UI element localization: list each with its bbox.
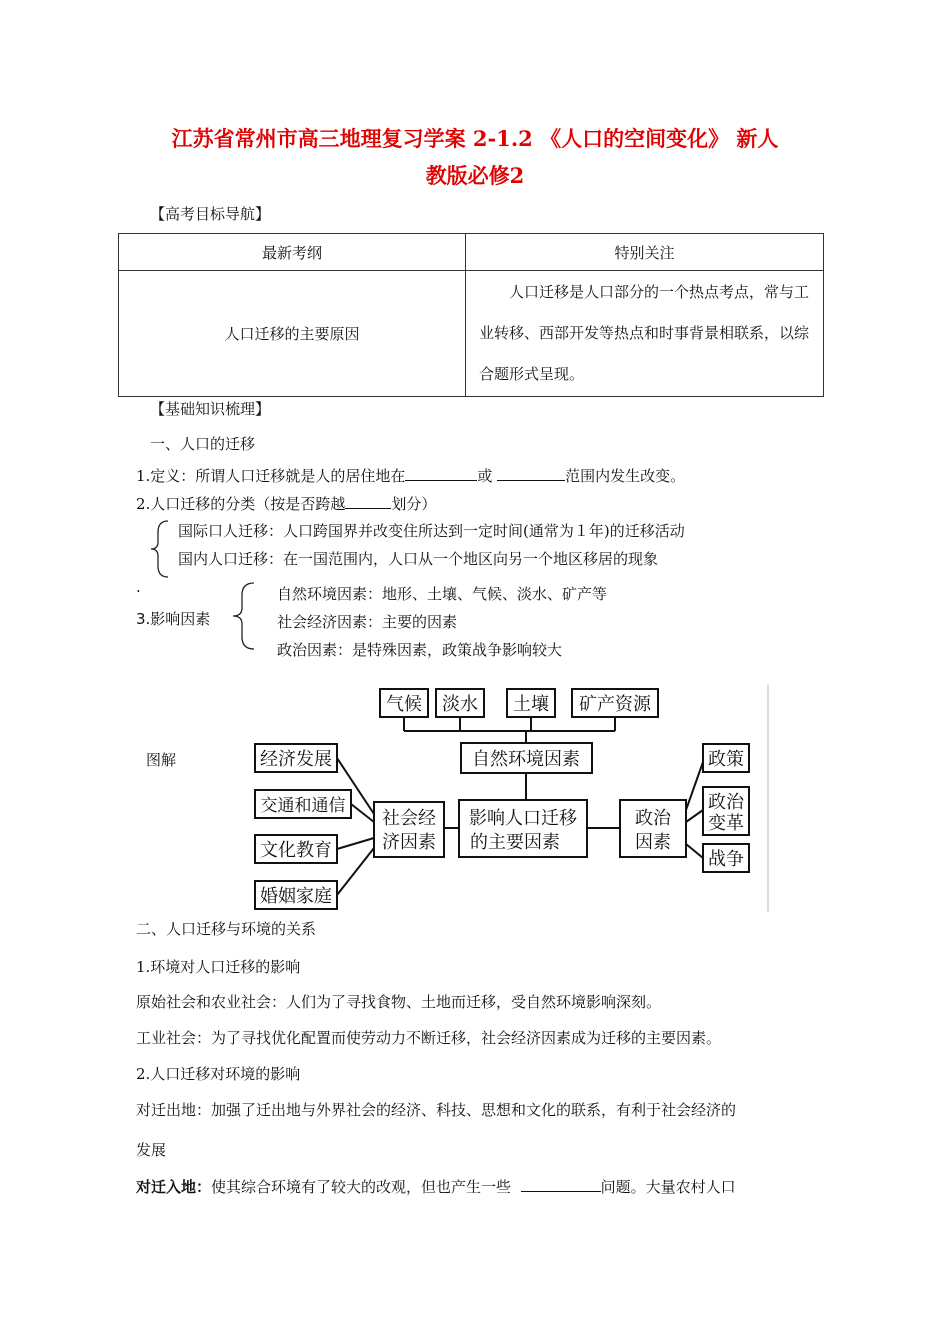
section2-p2: 工业社会：为了寻找优化配置而使劳动力不断迁移，社会经济因素成为迁移的主要因素。 xyxy=(136,1029,722,1047)
factor-political: 政治因素：是特殊因素，政策战争影响较大 xyxy=(277,641,563,659)
goals-heading: 【高考目标导航】 xyxy=(150,205,271,223)
definition-mid: 或 xyxy=(477,467,493,485)
section2-p3-line1: 对迁出地：加强了迁出地与外界社会的经济、科技、思想和文化的联系，有利于社会经济的 xyxy=(136,1101,737,1119)
table-header-outline: 最新考纲 xyxy=(119,234,466,271)
classification-suffix: 划分） xyxy=(391,495,437,513)
label-transport: 交通和通信 xyxy=(260,796,346,816)
definition-suffix: 范围内发生改变。 xyxy=(565,467,686,485)
blank-2 xyxy=(497,466,565,481)
classification-line xyxy=(136,493,436,514)
blank-3 xyxy=(345,494,391,509)
factors-brace-icon xyxy=(228,580,260,652)
factors-diagram xyxy=(240,682,772,914)
section2-p1: 原始社会和农业社会：人们为了寻找食物、土地而迁移，受自然环境影响深刻。 xyxy=(136,993,662,1011)
label-economy: 经济发展 xyxy=(260,749,332,770)
label-climate: 气候 xyxy=(386,694,422,715)
domestic-migration: 国内人口迁移：在一国范围内，人口从一个地区向另一个地区移居的现象 xyxy=(178,550,659,568)
definition-line xyxy=(136,465,685,486)
label-reform-1: 政治 xyxy=(708,792,744,813)
goals-table xyxy=(118,233,824,397)
label-reform-2: 变革 xyxy=(708,813,744,834)
label-natural: 自然环境因素 xyxy=(472,749,580,770)
diagram-label: 图解 xyxy=(146,751,177,769)
label-marriage: 婚姻家庭 xyxy=(260,886,332,907)
blank-4 xyxy=(521,1177,601,1192)
section2-p4 xyxy=(136,1176,736,1197)
label-policy: 政策 xyxy=(708,749,744,770)
table-cell-focus xyxy=(466,271,824,397)
classification-prefix: 2.人口迁移的分类（按是否跨越 xyxy=(136,495,346,513)
classification-brace-icon xyxy=(148,518,174,580)
section1-heading: 一、人口的迁移 xyxy=(150,435,256,453)
label-center-1: 影响人口迁移 xyxy=(469,808,577,829)
factors-label: 3.影响因素 xyxy=(136,610,211,628)
label-social-2: 济因素 xyxy=(382,832,436,853)
basics-heading: 【基础知识梳理】 xyxy=(150,400,271,418)
label-center-2: 的主要因素 xyxy=(470,832,560,853)
section2-sub1: 1.环境对人口迁移的影响 xyxy=(136,958,301,976)
label-minerals: 矿产资源 xyxy=(579,694,651,715)
section2-p4-a: 使其综合环境有了较大的改观，但也产生一些 xyxy=(211,1178,512,1196)
section2-p4-label: 对迁入地： xyxy=(136,1178,212,1196)
blank-1 xyxy=(405,466,477,481)
focus-text: 人口迁移是人口部分的一个热点考点，常与工业转移、西部开发等热点和时事背景相联系，以综合题形式呈现。 xyxy=(479,283,810,383)
label-political-2: 因素 xyxy=(635,832,671,853)
section2-sub2: 2.人口迁移对环境的影响 xyxy=(136,1065,301,1083)
section2-heading: 二、人口迁移与环境的关系 xyxy=(136,920,317,938)
factor-natural: 自然环境因素：地形、土壤、气候、淡水、矿产等 xyxy=(277,585,608,603)
label-war: 战争 xyxy=(708,849,744,870)
table-cell-outline: 人口迁移的主要原因 xyxy=(119,271,466,397)
label-water: 淡水 xyxy=(442,694,478,715)
label-political-1: 政治 xyxy=(635,808,671,829)
label-soil: 土壤 xyxy=(513,694,549,715)
international-migration: 国际口人迁移：人口跨国界并改变住所达到一定时间(通常为１年)的迁移活动 xyxy=(178,522,685,540)
definition-prefix: 1.定义：所谓人口迁移就是人的居住地在 xyxy=(136,467,406,485)
section2-p3-line2: 发展 xyxy=(136,1141,167,1159)
factor-social: 社会经济因素：主要的因素 xyxy=(277,613,458,631)
table-header-focus: 特别关注 xyxy=(466,234,824,271)
stray-dot: . xyxy=(136,578,141,596)
label-education: 文化教育 xyxy=(260,840,332,861)
page-title-line1: 江苏省常州市高三地理复习学案 2-1.2 《人口的空间变化》 新人 xyxy=(171,126,779,151)
label-social-1: 社会经 xyxy=(382,808,436,829)
page-title-line2: 教版必修2 xyxy=(425,163,525,188)
section2-p4-b: 问题。大量农村人口 xyxy=(600,1178,736,1196)
